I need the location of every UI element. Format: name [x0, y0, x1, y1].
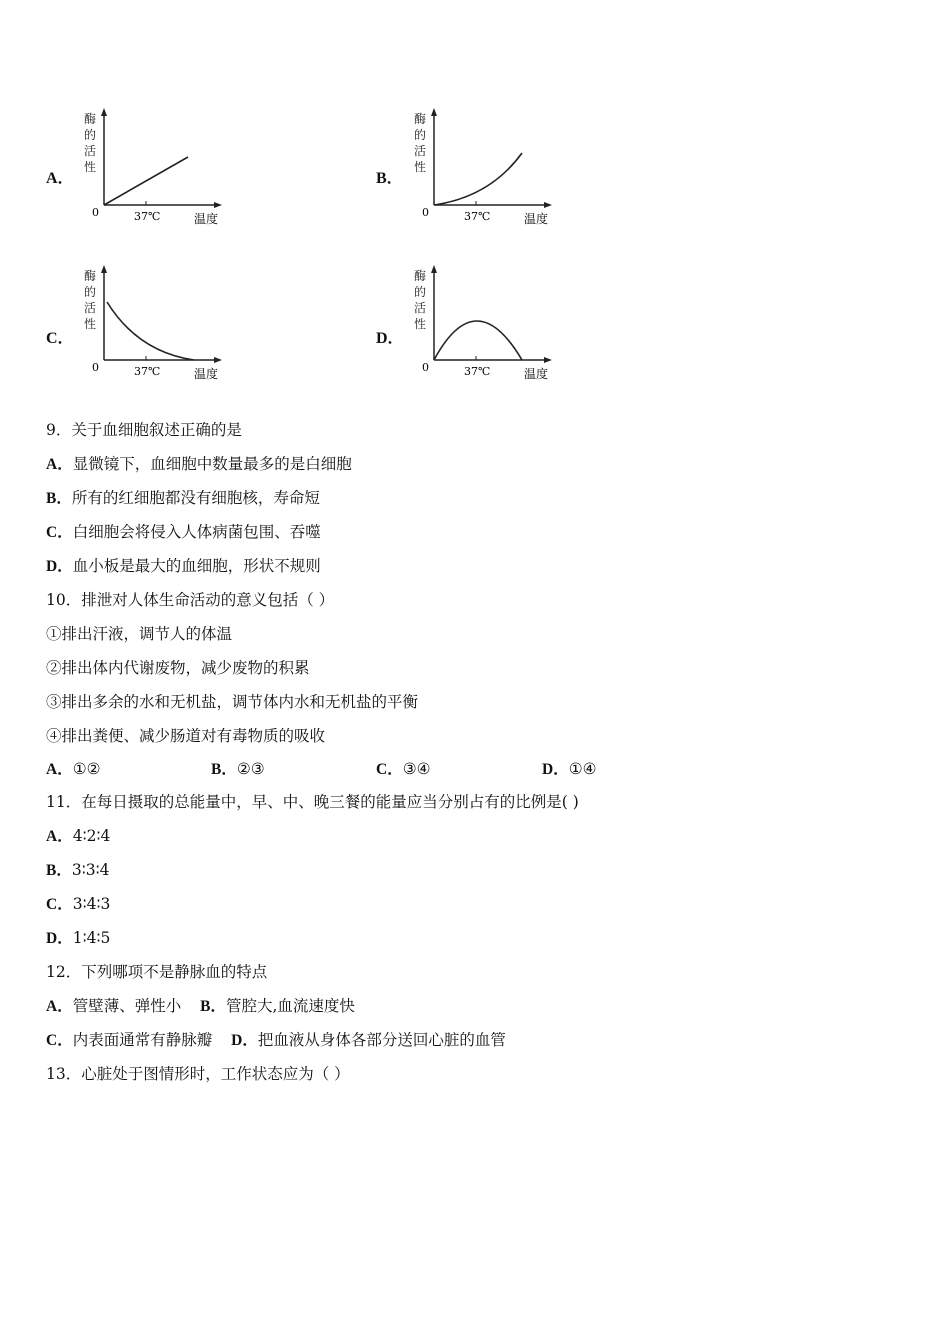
tick-label: 37℃	[134, 210, 161, 223]
option-text: ①②	[72, 760, 101, 778]
svg-text:酶: 酶	[414, 269, 427, 283]
option-text: 3∶3∶4	[71, 861, 110, 879]
q11-option-c	[46, 894, 110, 915]
q12-option-d	[231, 1031, 506, 1049]
svg-text:酶: 酶	[84, 112, 97, 126]
x-axis-arrow	[214, 357, 222, 363]
graph-c	[80, 262, 250, 392]
q11-option-d	[46, 928, 110, 949]
option-text: ③④	[402, 760, 431, 778]
option-letter: A．	[46, 828, 73, 845]
x-axis-arrow	[544, 202, 552, 208]
xlabel: 温度	[194, 212, 219, 226]
svg-text:活: 活	[84, 144, 97, 158]
origin-label: 0	[92, 361, 99, 374]
option-text: 血小板是最大的血细胞，形状不规则	[72, 557, 321, 575]
ylabel	[414, 268, 426, 331]
svg-text:的: 的	[414, 128, 427, 142]
option-text: 1∶4∶5	[72, 929, 111, 947]
graph-c-label: C．	[46, 330, 74, 347]
y-axis-arrow	[101, 108, 107, 116]
x-axis-arrow	[544, 357, 552, 363]
svg-text:酶: 酶	[84, 269, 97, 283]
q12-row-2	[46, 1030, 506, 1051]
y-axis-arrow	[431, 265, 437, 273]
option-text: 管壁薄、弹性小	[72, 997, 182, 1015]
option-letter: C．	[46, 524, 73, 541]
graph-d	[410, 262, 580, 392]
q10-options	[46, 759, 666, 779]
activity-curve	[104, 157, 188, 205]
svg-text:的: 的	[414, 285, 427, 299]
option-letter: C．	[46, 896, 73, 913]
svg-text:的: 的	[84, 128, 97, 142]
q9-option-a	[46, 454, 352, 475]
option-text: 显微镜下，血细胞中数量最多的是白细胞	[72, 455, 352, 473]
option-text: 白细胞会将侵入人体病菌包围、吞噬	[72, 523, 321, 541]
tick-label: 37℃	[134, 365, 161, 378]
svg-text:性: 性	[414, 160, 427, 174]
q12-stem: 12．下列哪项不是静脉血的特点	[46, 963, 268, 981]
xlabel: 温度	[524, 367, 549, 381]
q10-option-d	[542, 759, 597, 780]
option-letter: C．	[376, 761, 403, 778]
origin-label: 0	[92, 206, 99, 219]
option-letter: B．	[200, 998, 226, 1015]
graph-a	[80, 105, 250, 235]
svg-text:活: 活	[414, 144, 427, 158]
ylabel	[84, 268, 96, 331]
q10-option-b	[211, 759, 265, 780]
x-axis-arrow	[214, 202, 222, 208]
q13-stem: 13．心脏处于图情形时，工作状态应为（ ）	[46, 1065, 350, 1083]
q12-row-1	[46, 996, 355, 1017]
option-letter: D．	[46, 558, 73, 575]
y-axis-arrow	[431, 108, 437, 116]
option-letter: B．	[46, 862, 72, 879]
q9-option-b	[46, 488, 320, 509]
ylabel	[84, 111, 96, 174]
q10-item-1: ①排出汗液，调节人的体温	[46, 625, 233, 643]
xlabel: 温度	[524, 212, 549, 226]
option-text: 管腔大,血流速度快	[226, 997, 355, 1015]
option-letter: A．	[46, 761, 73, 778]
activity-curve	[434, 153, 522, 205]
q11-option-b	[46, 860, 110, 881]
svg-text:性: 性	[84, 317, 97, 331]
q10-option-a	[46, 759, 101, 780]
option-text: ①④	[568, 760, 597, 778]
q9-stem: 9．关于血细胞叙述正确的是	[46, 421, 242, 439]
graph-b	[410, 105, 580, 235]
svg-text:酶: 酶	[414, 112, 427, 126]
option-text: 把血液从身体各部分送回心脏的血管	[257, 1031, 506, 1049]
q12-option-c	[46, 1031, 212, 1049]
option-text: 内表面通常有静脉瓣	[72, 1031, 213, 1049]
svg-text:活: 活	[414, 301, 427, 315]
q12-option-b	[200, 997, 355, 1015]
ylabel	[414, 111, 426, 174]
origin-label: 0	[422, 206, 429, 219]
q11-stem: 11．在每日摄取的总能量中，早、中、晚三餐的能量应当分别占有的比例是( )	[46, 793, 579, 811]
xlabel: 温度	[194, 367, 219, 381]
svg-text:的: 的	[84, 285, 97, 299]
graph-b-label: B．	[376, 170, 403, 187]
option-letter: D．	[542, 761, 569, 778]
option-text: 4∶2∶4	[72, 827, 111, 845]
tick-label: 37℃	[464, 365, 491, 378]
y-axis-arrow	[101, 265, 107, 273]
q10-stem: 10．排泄对人体生命活动的意义包括（ ）	[46, 591, 335, 609]
q10-item-4: ④排出粪便、减少肠道对有毒物质的吸收	[46, 727, 326, 745]
option-letter: B．	[211, 761, 237, 778]
tick-label: 37℃	[464, 210, 491, 223]
option-text: ②③	[236, 760, 265, 778]
option-letter: C．	[46, 1032, 73, 1049]
option-letter: D．	[46, 930, 73, 947]
q10-item-2: ②排出体内代谢废物，减少废物的积累	[46, 659, 310, 677]
option-text: 3∶4∶3	[72, 895, 111, 913]
q10-option-c	[376, 759, 431, 780]
option-letter: B．	[46, 490, 72, 507]
q11-option-a	[46, 826, 110, 847]
q9-option-d	[46, 556, 321, 577]
option-letter: A．	[46, 998, 73, 1015]
option-letter: A．	[46, 456, 73, 473]
graph-a-label: A．	[46, 170, 74, 187]
graph-d-label: D．	[376, 330, 404, 347]
option-text: 所有的红细胞都没有细胞核，寿命短	[71, 489, 320, 507]
option-letter: D．	[231, 1032, 258, 1049]
svg-text:性: 性	[84, 160, 97, 174]
svg-text:活: 活	[84, 301, 97, 315]
q12-option-a	[46, 997, 181, 1015]
activity-curve	[434, 321, 522, 360]
q9-option-c	[46, 522, 321, 543]
q10-item-3: ③排出多余的水和无机盐，调节体内水和无机盐的平衡	[46, 693, 419, 711]
activity-curve	[107, 302, 194, 360]
svg-text:性: 性	[414, 317, 427, 331]
origin-label: 0	[422, 361, 429, 374]
